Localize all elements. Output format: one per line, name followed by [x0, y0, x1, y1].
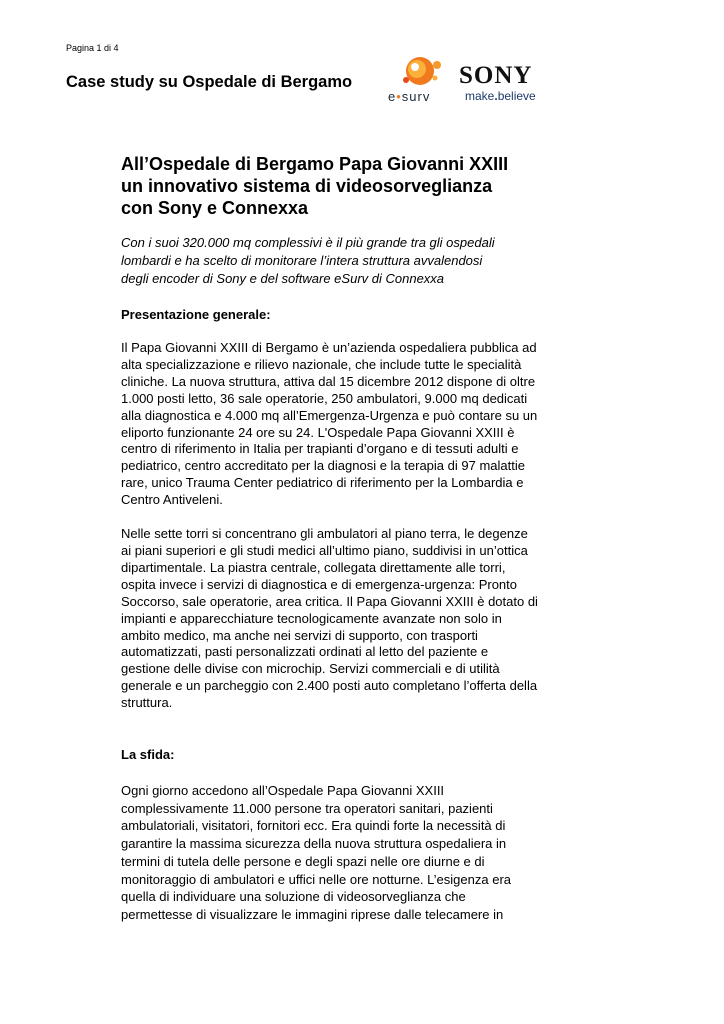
title-line: un innovativo sistema di videosorveglianza: [121, 176, 493, 196]
body-line: pediatrico, centro accreditato per la diagnosi e la terapia di 97 malattie: [121, 458, 525, 474]
document-content: [121, 153, 561, 924]
sony-logo: SONY: [459, 62, 533, 89]
body-line: ai piani superiori e gli studi medici all’ultimo piano, suddivisi in un’ottica: [121, 542, 528, 558]
sony-tagline-dot: .: [494, 89, 498, 103]
body-line: rare, unico Trauma Center pediatrico di riferimento per la Lombardia e: [121, 475, 524, 491]
sony-tagline-make: make: [465, 89, 495, 103]
body-line: automatizzati, pasti personalizzati ordinati al letto del paziente e: [121, 644, 489, 660]
body-line: ambulatoriali, visitatori, fornitori ecc. Era quindi forte la necessità di: [121, 818, 506, 834]
body-line: cliniche. La nuova struttura, attiva dal 15 dicembre 2012 dispone di oltre: [121, 373, 536, 389]
title-line: con Sony e Connexxa: [121, 198, 309, 218]
body-line: Nelle sette torri si concentrano gli ambulatori al piano terra, le degenze: [121, 526, 528, 542]
body-line: permettesse di visualizzare le immagini riprese dalle telecamere in: [121, 906, 504, 922]
sony-tagline-believe: believe: [497, 89, 536, 103]
esurv-suffix: surv: [401, 89, 431, 104]
presentazione-paragraph-1: [121, 340, 561, 509]
esurv-logo: [382, 54, 452, 104]
body-line: generale e un parcheggio con 2.400 posti auto completano l’offerta della: [121, 678, 538, 694]
page-number: Pagina 1 di 4: [66, 43, 119, 53]
body-line: ambito medico, ma anche nei servizi di supporto, con trasporti: [121, 627, 478, 643]
body-line: quella di individuare una soluzione di videosorveglianza che: [121, 889, 466, 905]
body-line: dipartimentale. La piastra centrale, collegata direttamente alle torri,: [121, 559, 506, 575]
body-line: gestione delle divise con microchip. Servizi commerciali e di utilità: [121, 661, 500, 677]
body-line: ospita invece i servizi di diagnostica e di emergenza-urgenza: Pronto: [121, 576, 517, 592]
body-line: monitoraggio di ambulatori e uffici nelle ore notturne. L’esigenza era: [121, 871, 511, 887]
esurv-wordmark: [388, 89, 430, 104]
body-line: alta specializzazione e rilievo nazionale, che include tutte le specialità: [121, 356, 522, 372]
body-line: Ogni giorno accedono all’Ospedale Papa Giovanni XXIII: [121, 783, 445, 799]
section-heading-presentazione: Presentazione generale:: [121, 307, 271, 322]
body-line: garantire la massima sicurezza della nuova struttura ospedaliera in: [121, 836, 507, 852]
body-line: alla diagnostica e 4.000 mq all’Emergenza-Urgenza e può contare su un: [121, 407, 538, 423]
body-line: termini di tutela delle persone e degli spazi nelle ore diurne e di: [121, 853, 485, 869]
esurv-dot: •: [396, 89, 402, 104]
lead-paragraph: [121, 234, 561, 288]
presentazione-paragraph-2: [121, 526, 561, 712]
body-line: Centro Antiveleni.: [121, 492, 223, 508]
body-line: Soccorso, sale operatorie, area critica. Il Papa Giovanni XXIII è dotato di: [121, 593, 538, 609]
logo-group: [378, 54, 558, 104]
title-line: All’Ospedale di Bergamo Papa Giovanni XXIII: [121, 154, 509, 174]
lead-line: degli encoder di Sony e del software eSurv di Connexxa: [121, 271, 445, 286]
body-line: impianti e apparecchiature tecnologicamente avanzate non solo in: [121, 610, 502, 626]
body-line: struttura.: [121, 695, 173, 711]
body-line: 1.000 posti letto, 36 sale operatorie, 250 ambulatori, 9.000 mq dedicati: [121, 390, 528, 406]
section-heading-sfida: La sfida:: [121, 747, 175, 763]
article-title: [121, 153, 561, 219]
esurv-prefix: e: [388, 89, 397, 104]
lead-line: lombardi e ha scelto di monitorare l’intera struttura avvalendosi: [121, 253, 483, 268]
sfida-paragraph-1: [121, 782, 561, 924]
body-line: complessivamente 11.000 persone tra operatori sanitari, pazienti: [121, 800, 493, 816]
sony-tagline: [465, 89, 536, 103]
body-line: eliporto funzionante 24 ore su 24. L'Ospedale Papa Giovanni XXIII è: [121, 424, 515, 440]
esurv-flower-icon: [382, 54, 452, 90]
lead-line: Con i suoi 320.000 mq complessivi è il più grande tra gli ospedali: [121, 235, 495, 250]
body-line: Il Papa Giovanni XXIII di Bergamo è un’azienda ospedaliera pubblica ad: [121, 340, 537, 355]
body-line: centro di riferimento in Italia per trapianti d’organo e di tessuti adulti e: [121, 441, 519, 457]
document-header-title: Case study su Ospedale di Bergamo: [66, 73, 353, 91]
